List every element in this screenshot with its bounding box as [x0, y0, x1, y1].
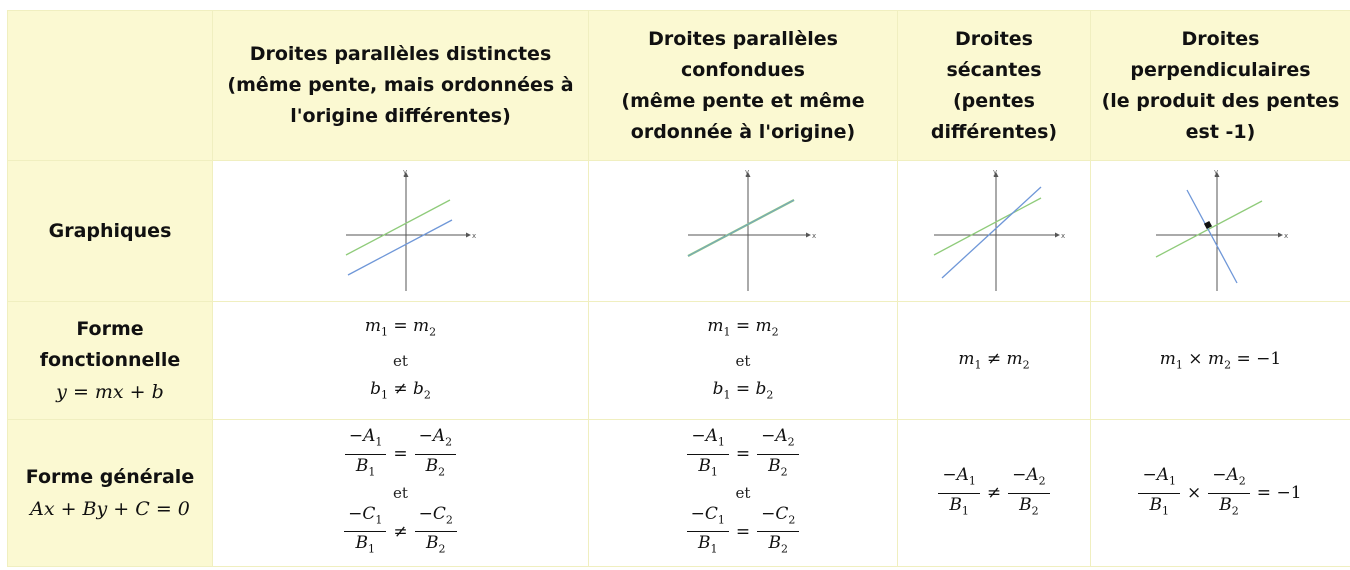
header-line: Droites parallèles distinctes [249, 43, 552, 65]
row-label-line: Forme [76, 317, 144, 340]
header-perpendicular [1091, 11, 1350, 161]
equal-slopes-formula: $m_1 = m_2$ [707, 316, 779, 339]
intercept-ratio-equal-formula: $\frac{-C_1}{B_1}$ = $\frac{-C_2}{B_2}$ [589, 503, 897, 561]
header-line: (pentes [953, 89, 1035, 112]
et-connector: et [735, 484, 751, 502]
x-axis-label: x [471, 232, 476, 240]
graph-parallel-coincident [668, 169, 818, 293]
general-form-equation: Ax + By + C = 0 [30, 497, 190, 520]
header-line: (même pente et même [621, 89, 865, 112]
row-label-text: Graphiques [48, 219, 172, 242]
row-label-line: fonctionnelle [39, 348, 181, 371]
y-axis-label: y [1213, 169, 1218, 176]
header-line: Droites [1181, 27, 1260, 50]
x-axis-label: x [1283, 232, 1288, 240]
gen-parallel-distinct-cell [213, 420, 589, 567]
x-axis-arrow [806, 233, 811, 238]
header-line: Droites [955, 27, 1033, 50]
header-line: Droites parallèles [648, 27, 838, 50]
equal-slopes-formula: $m_1 = m_2$ [364, 316, 437, 339]
row-label-forme-fonctionnelle [8, 302, 213, 420]
slope-ratio-equal-formula: $\frac{-A_1}{B_1}$ = $\frac{-A_2}{B_2}$ [589, 425, 897, 483]
header-line: (même pente, mais ordonnées à [227, 74, 574, 96]
blue-line [942, 187, 1041, 278]
func-perpendicular-cell [1091, 302, 1350, 420]
blue-line [688, 200, 794, 256]
graph-parallel-coincident-cell [589, 161, 898, 302]
graph-parallel-distinct-cell [213, 161, 589, 302]
x-axis-label: x [812, 232, 817, 240]
et-connector: et [393, 484, 408, 502]
different-intercepts-formula: $b_1 \ne b_2$ [370, 378, 431, 401]
graph-perpendicular [1146, 169, 1296, 293]
gen-perpendicular-cell [1091, 420, 1350, 567]
gen-parallel-coincident-cell [589, 420, 898, 567]
header-secant [898, 11, 1091, 161]
header-line: (le produit des pentes [1101, 89, 1340, 112]
func-parallel-coincident-cell [589, 302, 898, 420]
graph-parallel-distinct [326, 169, 476, 293]
green-line [346, 200, 450, 255]
header-parallel-distinct [213, 11, 589, 161]
functional-form-equation: y = mx + b [56, 380, 164, 403]
et-connector: et [735, 351, 751, 370]
row-label-line: Forme générale [25, 465, 195, 488]
comparison-table [7, 10, 1350, 567]
et-connector: et [393, 351, 408, 370]
y-axis-label: y [402, 169, 407, 176]
row-label-graphiques [8, 161, 213, 302]
gen-secant-cell [898, 420, 1091, 567]
green-line [1156, 201, 1262, 257]
func-secant-cell [898, 302, 1091, 420]
slope-ratio-unequal-formula: $\frac{-A_1}{B_1}$ ≠ $\frac{-A_2}{B_2}$ [898, 464, 1090, 522]
x-axis-arrow [1278, 233, 1283, 238]
header-line: ordonnée à l'origine) [630, 120, 856, 143]
intercept-ratio-unequal-formula: $\frac{-C_1}{B_1}$ ≠ $\frac{-C_2}{B_2}$ [213, 503, 588, 561]
x-axis-arrow [466, 233, 471, 238]
corner-cell [8, 11, 213, 161]
slope-ratio-equal-formula: $\frac{-A_1}{B_1}$ = $\frac{-A_2}{B_2}$ [213, 425, 588, 483]
slope-product-formula: $m_1 \times m_2 = -1$ [1159, 349, 1282, 372]
x-axis-label: x [1061, 232, 1066, 240]
y-axis-label: y [993, 169, 998, 176]
header-line: est -1) [1185, 120, 1256, 143]
slope-ratio-product-formula: $\frac{-A_1}{B_1}$ × $\frac{-A_2}{B_2}$ = −1 [1091, 464, 1350, 522]
graph-perpendicular-cell [1091, 161, 1350, 302]
header-parallel-coincident [589, 11, 898, 161]
y-axis-label: y [745, 169, 750, 176]
header-line: différentes) [930, 120, 1058, 143]
header-line: l'origine différentes) [290, 105, 511, 127]
header-line: confondues [680, 58, 805, 81]
row-label-forme-generale [8, 420, 213, 567]
different-slopes-formula: $m_1 \ne m_2$ [958, 349, 1030, 372]
header-line: sécantes [946, 58, 1042, 81]
x-axis-arrow [1055, 233, 1060, 238]
header-line: perpendiculaires [1130, 58, 1311, 81]
green-line [934, 198, 1041, 255]
blue-line [348, 220, 452, 275]
func-parallel-distinct-cell [213, 302, 589, 420]
graph-secant-cell [898, 161, 1091, 302]
graph-secant [919, 169, 1069, 293]
equal-intercepts-formula: $b_1 = b_2$ [712, 378, 774, 401]
